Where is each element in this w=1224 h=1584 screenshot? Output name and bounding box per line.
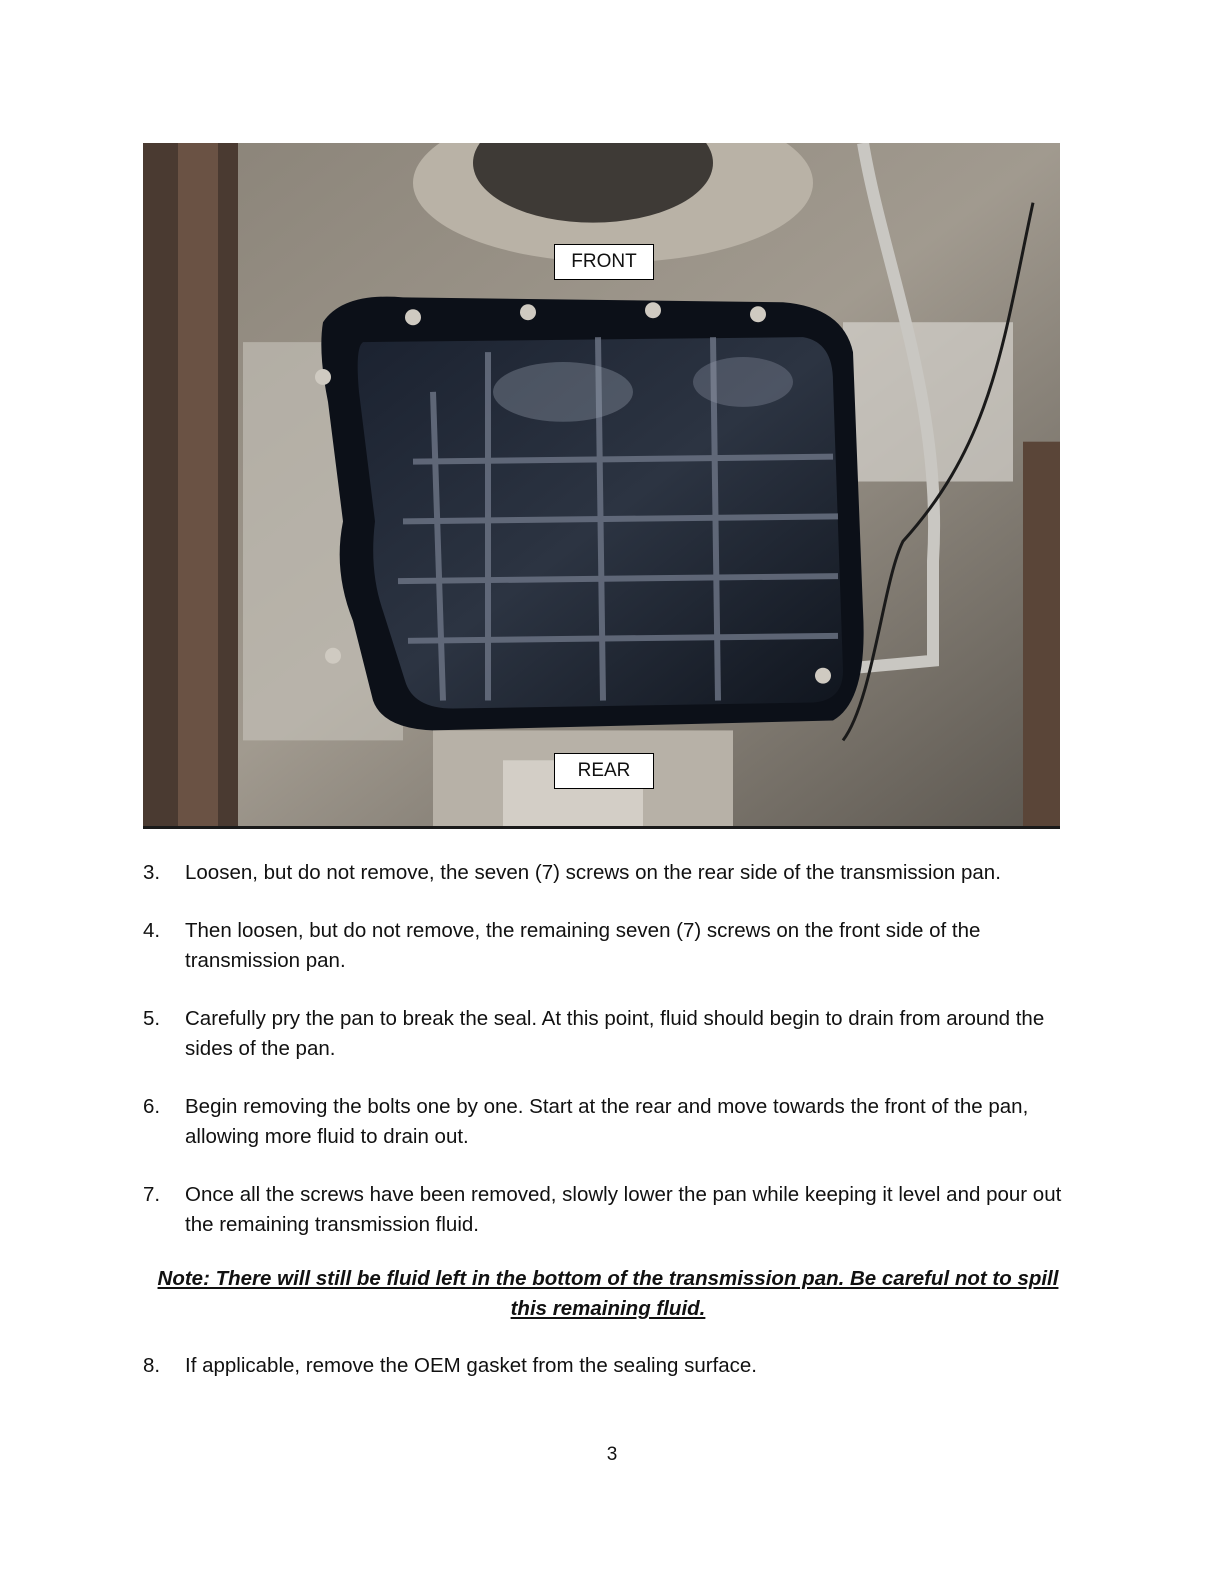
page-number: 3: [606, 1444, 618, 1465]
step-text: Then loosen, but do not remove, the remaining seven (7) screws on the front side of the transmission pan.: [185, 919, 981, 972]
step-number: 3.: [143, 861, 161, 884]
step-text: Once all the screws have been removed, slowly lower the pan while keeping it level and pour out the remaining transmission fluid.: [185, 1183, 1062, 1236]
step-number: 6.: [143, 1095, 161, 1118]
step-4: [143, 916, 1073, 976]
warning-note: Note: There will still be fluid left in the bottom of the transmission pan. Be careful not to spill this remaining fluid.: [157, 1267, 1059, 1320]
transmission-pan-photo: [143, 143, 1060, 829]
step-number: 8.: [143, 1354, 161, 1377]
step-5: [143, 1004, 1073, 1064]
step-number: 4.: [143, 919, 161, 942]
rear-label: REAR: [554, 753, 654, 789]
step-7: [143, 1180, 1073, 1240]
instruction-steps: [143, 858, 1073, 1268]
front-label: FRONT: [554, 244, 654, 280]
step-3: [143, 858, 1073, 888]
step-number: 5.: [143, 1007, 161, 1030]
step-text: Carefully pry the pan to break the seal. At this point, fluid should begin to drain from around the sides of the pan.: [185, 1007, 1045, 1060]
step-text: If applicable, remove the OEM gasket from the sealing surface.: [185, 1354, 757, 1377]
step-8: [143, 1351, 1115, 1381]
step-text: Begin removing the bolts one by one. Start at the rear and move towards the front of the pan, allowing more fluid to drain out.: [185, 1095, 1029, 1148]
step-text: Loosen, but do not remove, the seven (7) screws on the rear side of the transmission pan.: [185, 861, 1001, 884]
step-6: [143, 1092, 1073, 1152]
step-number: 7.: [143, 1183, 161, 1206]
